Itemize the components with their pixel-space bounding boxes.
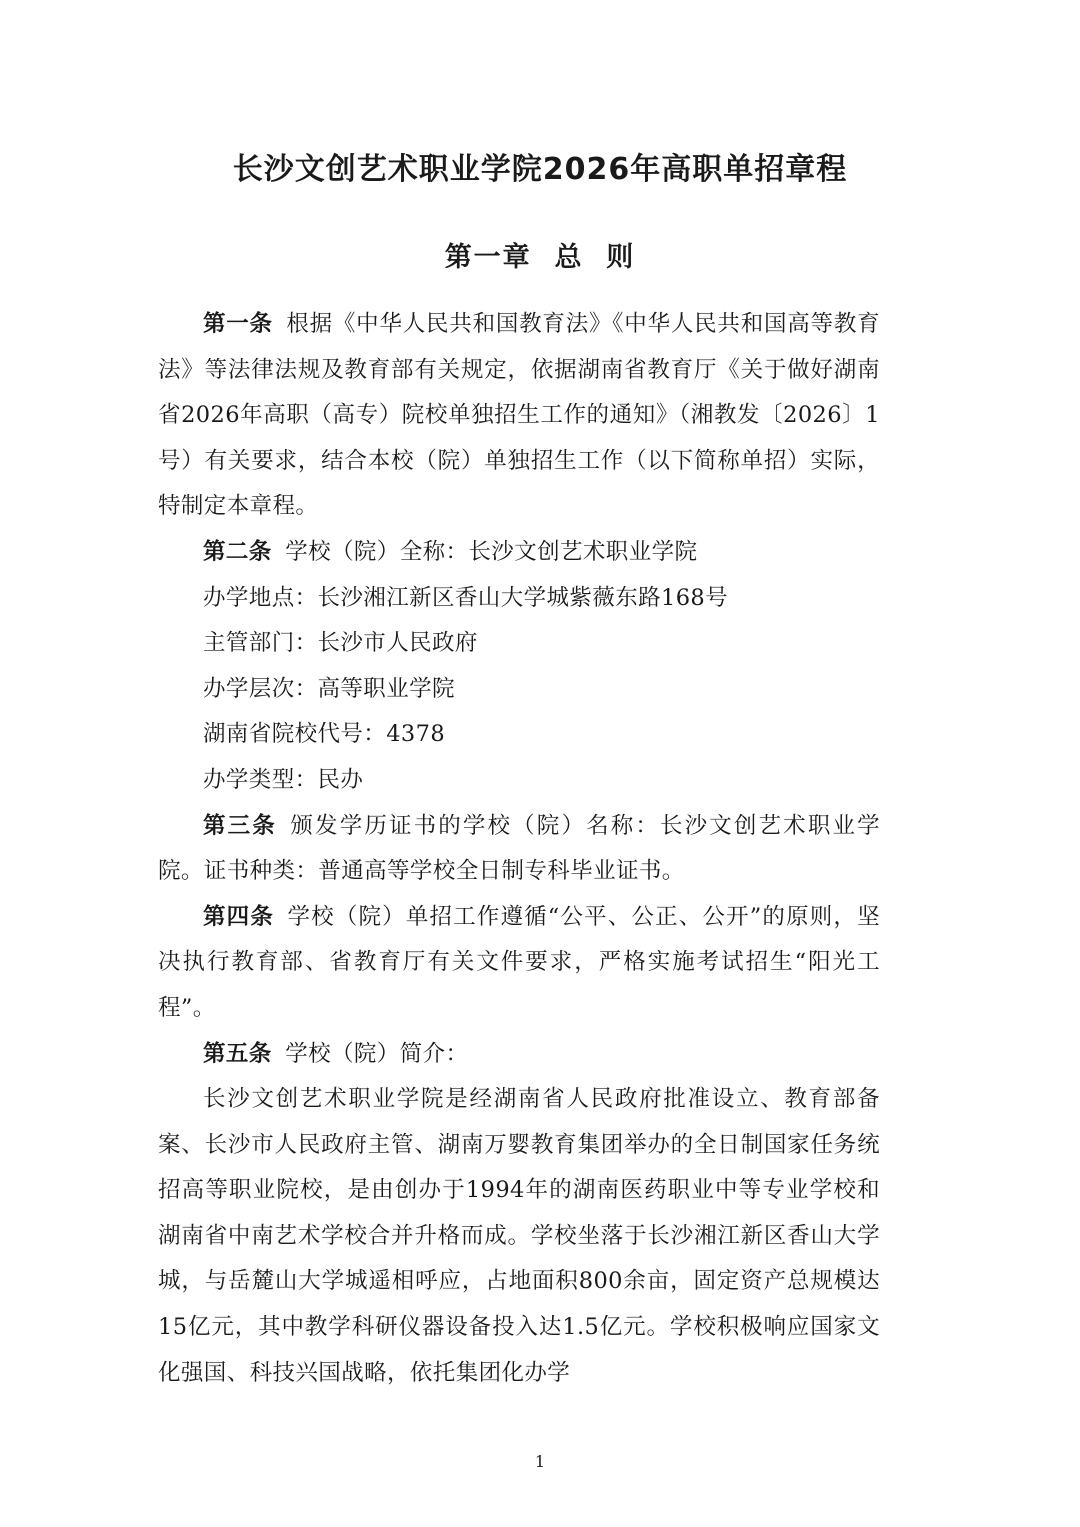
article-5-text: 学校（院）简介： — [285, 1040, 469, 1067]
article-4 — [158, 895, 880, 1032]
school-address: 办学地点：长沙湘江新区香山大学城紫薇东路168号 — [203, 584, 729, 611]
school-level: 办学层次：高等职业学院 — [203, 675, 455, 702]
article-2 — [158, 530, 880, 576]
article-4-text: 学校（院）单招工作遵循“公平、公正、公开”的原则，坚决执行教育部、省教育厅有关文件要求，严格实施考试招生“阳光工程”。 — [158, 903, 880, 1021]
article-2-text: 学校（院）全称：长沙文创艺术职业学院 — [285, 538, 698, 565]
school-introduction: 长沙文创艺术职业学院是经湖南省人民政府批准设立、教育部备案、长沙市人民政府主管、湖南万婴教育集团举办的全日制国家任务统招高等职业院校，是由创办于1994年的湖南医药职业中等专业学校和湖南省中南艺术学校合并升格而成。学校坐落于长沙湘江新区香山大学城，与岳麓山大学城遥相呼应，占地面积800余亩，固定资产总规模达15亿元，其中教学科研仪器设备投入达1.5亿元。学校积极响应国家文化强国、科技兴国战略，依托集团化办学 — [158, 1086, 880, 1386]
document-body — [158, 302, 880, 1396]
article-2-label: 第二条 — [203, 538, 272, 565]
article-3 — [158, 804, 880, 895]
article-4-label: 第四条 — [203, 903, 274, 930]
school-authority: 主管部门：长沙市人民政府 — [203, 630, 478, 657]
article-3-label: 第三条 — [203, 812, 277, 839]
chapter-title: 第一章 总 则 — [444, 242, 636, 273]
article-5-label: 第五条 — [203, 1040, 272, 1067]
document-title: 长沙文创艺术职业学院2026年高职单招章程 — [232, 152, 848, 187]
school-type: 办学类型：民办 — [203, 766, 364, 793]
article-1-label: 第一条 — [203, 311, 273, 337]
article-1-text: 根据《中华人民共和国教育法》《中华人民共和国高等教育法》等法律法规及教育部有关规定，依据湖南省教育厅《关于做好湖南省2026年高职（高专）院校单独招生工作的通知》（湘教发〔2026〕1号）有关要求，结合本校（院）单独招生工作（以下简称单招）实际，特制定本章程。 — [158, 311, 880, 520]
article-3-text: 颁发学历证书的学校（院）名称：长沙文创艺术职业学院。证书种类：普通高等学校全日制专科毕业证书。 — [158, 812, 880, 885]
article-1 — [158, 302, 880, 530]
article-5 — [158, 1032, 880, 1078]
school-code: 湖南省院校代号：4378 — [203, 721, 446, 748]
page-number: 1 — [534, 1452, 546, 1471]
